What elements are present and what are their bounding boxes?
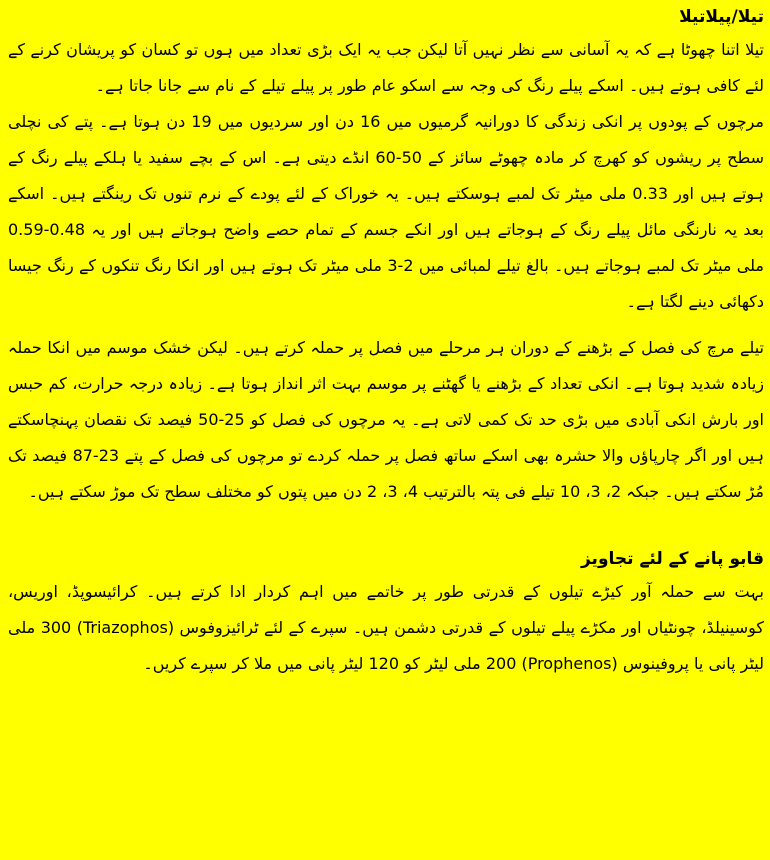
paragraph-lifecycle: مرچوں کے پودوں پر انکی زندگی کا دورانیہ گرمیوں میں 16 دن اور سردیوں میں 19 دن ہوتا ہے۔ پتے کی نچلی سطح پر ریشوں کو کھرچ کر مادہ چھوٹے سائز کے 50-60 انڈے دیتی ہے۔ اس کے بچے سفید یا ہلکے پیلے رنگ کے ہوتے ہیں اور 0.33 ملی میٹر تک لمبے ہوسکتے ہیں۔ یہ خوراک کے لئے پودے کے نرم تنوں تک رینگتے ہیں۔ اسکے بعد یہ نارنگی مائل پیلے رنگ کے ہوجاتے ہیں اور انکے جسم کے تمام حصے واضح ہوجاتے ہیں اور یہ 0.48-0.59 ملی میٹر تک لمبے ہوجاتے ہیں۔ بالغ تیلے لمبائی میں 2-3 ملی میٹر تک ہوتے ہیں اور انکا رنگ تنکوں کے رنگ جیسا دکھائی دینے لگتا ہے۔ <box>8 112 765 311</box>
section-title-control: قابو پانے کے لئے تجاویز <box>580 549 764 569</box>
paragraph-control: بہت سے حملہ آور کیڑے تیلوں کے قدرتی طور پر خاتمے میں اہم کردار ادا کرتے ہیں۔ کرائیسوپڈ، اوریس، کوسینیلڈ، چونٹیاں اور مکڑے پیلے تیلوں کے قدرتی دشمن ہیں۔ سپرے کے لئے ٹرائیزوفوس (Triazophos) 300 ملی لیٹر پانی یا پروفینوس (Prophenos) 200 ملی لیٹر کو 120 لیٹر پانی میں ملا کر سپرے کریں۔ <box>8 582 765 673</box>
paragraph-damage: تیلے مرچ کی فصل کے بڑھنے کے دوران ہر مرحلے میں فصل پر حملہ کرتے ہیں۔ لیکن خشک موسم میں انکا حملہ زیادہ شدید ہوتا ہے۔ انکی تعداد کے بڑھنے یا گھٹنے پر موسم بہت اثر انداز ہوتا ہے۔ زیادہ درجہ حرارت، کم حبس اور بارش انکی آبادی میں بڑی حد تک کمی لاتی ہے۔ یہ مرچوں کی فصل کو 25-50 فیصد تک نقصان پہنچاسکتے ہیں اور اگر چارپاؤں والا حشرہ بھی اسکے ساتھ فصل پر حملہ کردے تو مرچوں کی فصل کے پتے 23-87 فیصد تک مُڑ سکتے ہیں۔ جبکہ 2، 3، 10 تیلے فی پتہ بالترتیب 4، 3، 2 دن میں پتوں کو مختلف سطح تک موڑ سکتے ہیں۔ <box>8 338 765 501</box>
paragraph-intro: تیلا اتنا چھوٹا ہے کہ یہ آسانی سے نظر نہیں آتا لیکن جب یہ ایک بڑی تعداد میں ہوں تو کسان کو پریشان کرنے کے لئے کافی ہوتے ہیں۔ اسکے پیلے رنگ کی وجہ سے اسکو عام طور پر پیلے تیلے کے نام سے جانا جاتا ہے۔ <box>8 40 764 95</box>
document-title: تیلا/پیلاتیلا <box>679 7 764 27</box>
